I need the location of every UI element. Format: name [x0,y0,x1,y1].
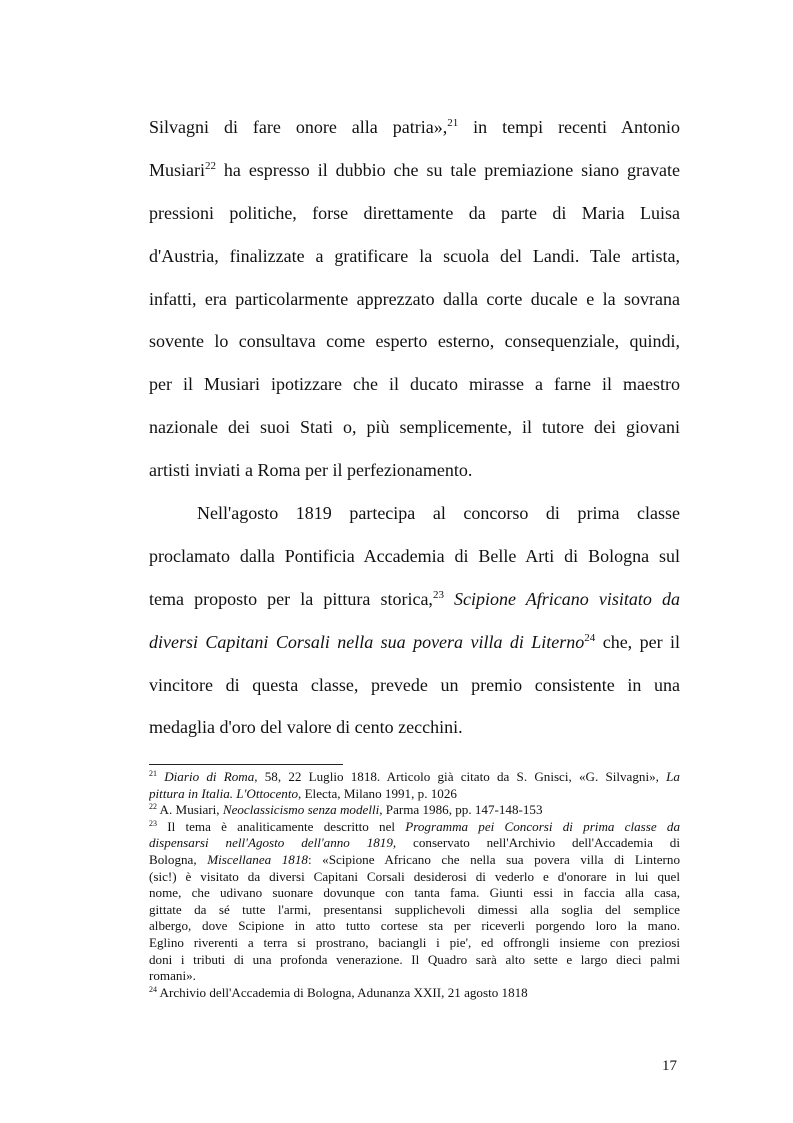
footnote-ref[interactable]: 24 [584,631,596,644]
footnote-21: $^{21}$ Diario di Roma, 58, 22 Luglio 1818. Articolo già citato da S. Gnisci, «G. Silvagni», La pittura in Italia. L'Ottocento, Electa, Milano 1991, p. 1026 [149,769,680,801]
text-line: pressioni politiche, forse direttamente da parte di Maria Luisa [149,202,680,223]
text-line: infatti, era particolarmente apprezzato dalla corte ducale e la sovrana [149,288,680,309]
footnotes [149,769,680,1001]
footnote-ref[interactable]: 21 [447,117,459,129]
text-line: proclamato dalla Pontificia Accademia di Belle Arti di Bologna sul [149,545,680,566]
text-line: Silvagni di fare onore alla patria»,$^{21}$ in tempi recenti Antonio [149,117,680,137]
text-line: medaglia d'oro del valore di cento zecchini. [149,717,463,738]
text-line: vincitore di questa classe, prevede un premio consistente in una [149,674,680,695]
text-line: tema proposto per la pittura storica,$^{23}$ Scipione Africano visitato da [149,588,680,609]
footnote-23: $^{23}$ Il tema è analiticamente descritto nel Programma pei Concorsi di prima classe da dispensarsi nell'Agosto dell'anno 1819, conservato nell'Archivio dell'Accademia di Bologna, Miscellanea 1818: «Scipione Africano che nella sua povera villa di Linterno (sic!) è visitato da diversi Capitani Corsali desiderosi di vederlo e d'onorare in lui quel nome, che udivano suonare dovunque con tanta fama. Giunti essi in faccia alla casa, gittate da sé tutte l'armi, presentansi supplichevoli dimessi alla soglia del semplice albergo, dove Scipione in atto tutto cortese sta per riceverli porgendo loro la mano. Eglino riverenti a terra si prostrano, baciangli i pie', ed offrongli insieme con preziosi doni i tributi di una profonda venerazione. Il Quadro sarà alto sette e largo dieci palmi romani». [149,818,680,984]
body-text [149,106,680,749]
footnote-24: $^{24}$ Archivio dell'Accademia di Bologna, Adunanza XXII, 21 agosto 1818 [149,984,528,1000]
text-line: nazionale dei suoi Stati o, più semplicemente, il tutore dei giovani [149,417,680,438]
footnote-ref[interactable]: 23 [432,588,444,601]
text-line: d'Austria, finalizzate a gratificare la scuola del Landi. Tale artista, [149,245,680,266]
footnote-separator [149,764,343,765]
page-number: 17 [662,1058,677,1074]
footnote-22: $^{22}$ A. Musiari, Neoclassicismo senza modelli, Parma 1986, pp. 147-148-153 [149,802,543,818]
text-line: per il Musiari ipotizzare che il ducato mirasse a farne il maestro [149,374,680,395]
text-line: diversi Capitani Corsali nella sua povera villa di Literno$^{24}$ che, per il [149,631,680,652]
text-line: Musiari$^{22}$ ha espresso il dubbio che su tale premiazione siano gravate [149,159,680,180]
text-line: Nell'agosto 1819 partecipa al concorso di prima classe [197,503,680,524]
text-line: sovente lo consultava come esperto esterno, consequenziale, quindi, [149,331,680,352]
footnote-ref[interactable]: 22 [205,159,216,172]
text-line: artisti inviati a Roma per il perfezionamento. [149,460,473,481]
